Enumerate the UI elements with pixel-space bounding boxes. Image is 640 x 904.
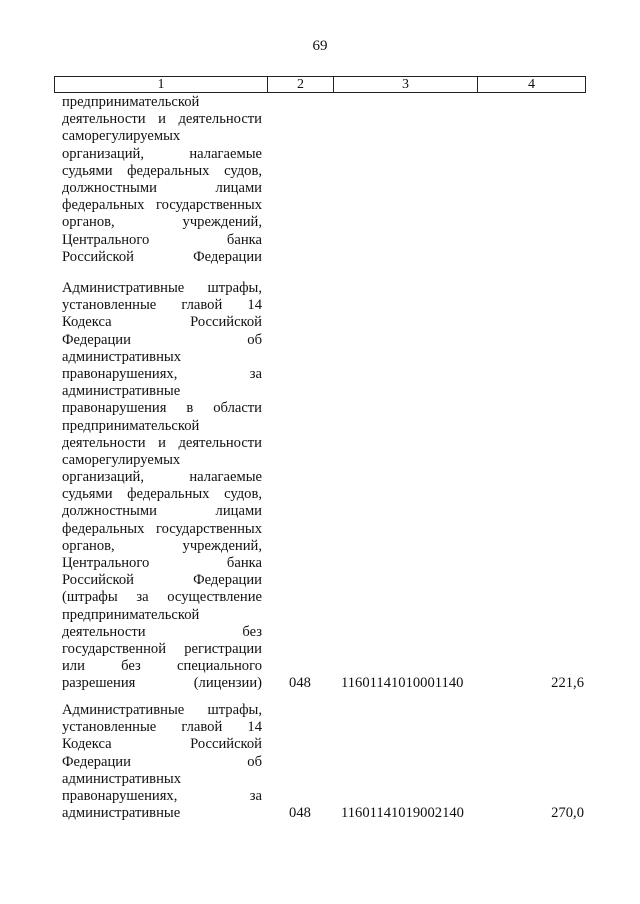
description-line: саморегулируемых — [62, 128, 181, 145]
description-line: установленные главой 14 — [62, 719, 262, 736]
description-line: или без специального — [62, 658, 262, 675]
row-2-amount: 221,6 — [551, 675, 584, 691]
description-line: Административные штрафы, — [62, 280, 262, 296]
description-line: предпринимательской — [62, 606, 200, 623]
row-1-description — [62, 94, 262, 266]
row-3-admin-code: 048 — [289, 805, 311, 821]
description-line: должностными лицами — [62, 503, 262, 520]
row-3-amount: 270,0 — [551, 805, 584, 821]
description-line: Административные штрафы, — [62, 702, 262, 718]
description-line: судьями федеральных судов, — [62, 162, 262, 179]
description-line: Центрального банка — [62, 231, 262, 248]
description-line: правонарушениях, за — [62, 787, 262, 804]
row-2-admin-code: 048 — [289, 675, 311, 691]
description-line: Кодекса Российской — [62, 736, 262, 753]
header-col-3: 3 — [333, 77, 477, 92]
description-line: государственной регистрации — [62, 640, 262, 657]
page-number: 69 — [312, 38, 328, 54]
row-3-budget-code: 11601141019002140 — [341, 805, 464, 821]
description-line: предпринимательской — [62, 417, 200, 434]
description-line: (штрафы за осуществление — [62, 589, 262, 606]
description-line: Центрального банка — [62, 555, 262, 571]
description-line: саморегулируемых — [62, 451, 181, 468]
description-line: установленные главой 14 — [62, 297, 262, 314]
description-line: деятельности без — [62, 623, 262, 640]
table-header — [54, 76, 586, 93]
description-line: административные — [62, 383, 181, 400]
description-line: правонарушения в области — [62, 400, 262, 417]
description-line: административные — [62, 805, 181, 822]
description-line: предпринимательской — [62, 94, 200, 110]
description-line: деятельности и деятельности — [62, 434, 262, 451]
description-line: организаций, налагаемые — [62, 145, 262, 162]
description-line: Российской Федерации — [62, 572, 262, 589]
description-line: федеральных государственных — [62, 197, 262, 214]
description-line: административных — [62, 348, 181, 365]
description-line: должностными лицами — [62, 179, 262, 196]
description-line: органов, учреждений, — [62, 537, 262, 554]
row-2-budget-code: 11601141010001140 — [341, 675, 464, 691]
description-line: Федерации об — [62, 331, 262, 348]
description-line: Федерации об — [62, 753, 262, 770]
header-col-4: 4 — [477, 77, 585, 92]
header-col-1: 1 — [157, 77, 165, 92]
description-line: организаций, налагаемые — [62, 469, 262, 486]
row-3-description — [62, 702, 262, 822]
description-line: правонарушениях, за — [62, 365, 262, 382]
description-line: судьями федеральных судов, — [62, 486, 262, 503]
row-2-description — [62, 280, 262, 693]
description-line: Российской Федерации — [62, 248, 262, 265]
description-line: Кодекса Российской — [62, 314, 262, 331]
description-line: деятельности и деятельности — [62, 111, 262, 128]
description-line: разрешения (лицензии) — [62, 675, 262, 692]
header-col-2: 2 — [267, 77, 333, 92]
description-line: административных — [62, 770, 181, 787]
description-line: органов, учреждений, — [62, 214, 262, 231]
description-line: федеральных государственных — [62, 520, 262, 537]
